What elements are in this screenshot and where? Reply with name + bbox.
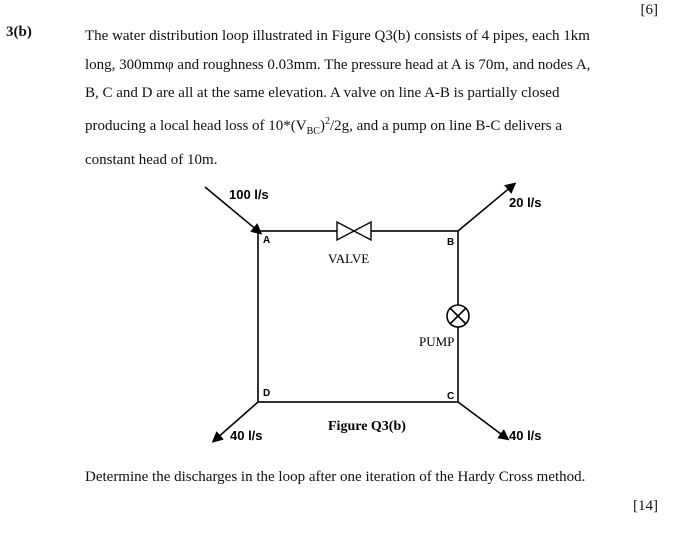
node-label-c: C [447, 391, 455, 402]
marks-bottom: [14] [633, 498, 658, 514]
paragraph-line-1: The water distribution loop illustrated in Figure Q3(b) consists of 4 pipes, each 1km [85, 28, 590, 44]
flow-label-d: 40 l/s [230, 428, 263, 443]
flow-label-a: 100 l/s [229, 187, 269, 202]
line-4-pre: producing a local head loss of 10*(V [85, 117, 307, 134]
outflow-c-pipe [458, 402, 505, 437]
node-label-a: A [263, 235, 271, 246]
task-instruction: Determine the discharges in the loop after one iteration of the Hardy Cross method. [85, 469, 586, 485]
outflow-b-pipe [458, 186, 512, 231]
valve-icon [337, 222, 371, 240]
line-4-subscript: BC [306, 125, 320, 137]
node-label-d: D [263, 388, 271, 399]
flow-label-b: 20 l/s [509, 195, 542, 210]
line-4-post: /2g, and a pump on line B-C delivers a [329, 117, 562, 134]
line-4-superscript: 2 [324, 115, 330, 127]
paragraph-line-3: B, C and D are all at the same elevation. A valve on line A-B is partially closed [85, 85, 560, 101]
paragraph-line-5: constant head of 10m. [85, 152, 218, 168]
paragraph-line-2: long, 300mmφ and roughness 0.03mm. The pressure head at A is 70m, and nodes A, [85, 56, 591, 73]
valve-label: VALVE [328, 251, 370, 266]
question-label: 3(b) [6, 24, 32, 40]
paragraph-line-4: producing a local head loss of $10*(V_{BC})^2/2g$, and a pump on line B-C delivers a [85, 115, 562, 137]
node-label-b: B [447, 237, 455, 248]
figure-caption: Figure Q3(b) [328, 419, 406, 434]
pump-label: PUMP [419, 334, 455, 349]
flow-label-c: 40 l/s [509, 428, 542, 443]
marks-top: [6] [640, 2, 658, 18]
pump-icon [447, 305, 469, 327]
